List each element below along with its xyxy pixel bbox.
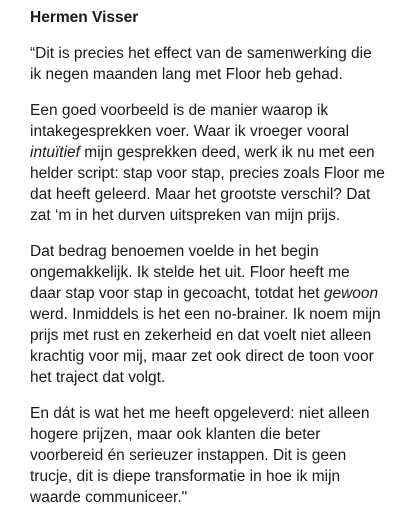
- quote-line: [30, 262, 392, 283]
- quote-line: [30, 142, 392, 163]
- quote-body: [30, 43, 392, 508]
- quote-line: [30, 466, 392, 487]
- quote-text: zat ‘m in het durven uitspreken van mijn prijs.: [30, 207, 341, 224]
- quote-paragraph: [30, 43, 392, 85]
- quote-line: [30, 121, 392, 142]
- quote-text: mijn gesprekken deed, werk ik nu met een: [79, 144, 375, 161]
- quote-text: Een goed voorbeeld is de manier waarop ik: [30, 102, 329, 119]
- quote-text: ongemakkelijk. Ik stelde het uit. Floor heeft me: [30, 264, 350, 281]
- quote-paragraph: [30, 241, 392, 388]
- quote-text: voorbereid én serieuzer instappen. Dit is geen: [30, 447, 347, 464]
- quote-text: dat heeft geleerd. Maar het grootste verschil? Dat: [30, 186, 371, 203]
- quote-text: krachtig voor mij, maar zet ook direct de toon voor: [30, 348, 374, 365]
- quote-paragraph: [30, 403, 392, 508]
- quote-line: [30, 43, 392, 64]
- quote-line: [30, 487, 392, 508]
- quote-line: [30, 205, 392, 226]
- quote-line: [30, 367, 392, 388]
- quote-line: [30, 346, 392, 367]
- quote-text: “Dit is precies het effect van de samenwerking die: [30, 45, 372, 62]
- quote-text: ik negen maanden lang met Floor heb gehad.: [30, 66, 343, 83]
- quote-line: [30, 100, 392, 121]
- quote-line: [30, 424, 392, 445]
- quote-text: prijs met rust en zekerheid en dat voelt niet alleen: [30, 327, 372, 344]
- quote-text: hogere prijzen, maar ook klanten die beter: [30, 426, 321, 443]
- emphasized-word: intuïtief: [30, 144, 80, 161]
- quote-line: [30, 241, 392, 262]
- quote-line: [30, 325, 392, 346]
- author-name: Hermen Visser: [30, 9, 139, 26]
- quote-line: [30, 403, 392, 424]
- quote-line: [30, 304, 392, 325]
- quote-text: intakegesprekken voer. Waar ik vroeger vooral: [30, 123, 350, 140]
- quote-line: [30, 163, 392, 184]
- quote-line: [30, 184, 392, 205]
- quote-line: [30, 64, 392, 85]
- quote-text: Dat bedrag benoemen voelde in het begin: [30, 243, 319, 260]
- quote-text: het traject dat volgt.: [30, 369, 166, 386]
- quote-text: En dát is wat het me heeft opgeleverd: niet alleen: [30, 405, 370, 422]
- quote-text: werd. Inmiddels is het een no-brainer. Ik noem mijn: [30, 306, 381, 323]
- quote-text: trucje, dit is diepe transformatie in hoe ik mijn: [30, 468, 341, 485]
- quote-line: [30, 445, 392, 466]
- quote-text: helder script: stap voor stap, precies zoals Floor me: [30, 165, 385, 182]
- quote-text: daar stap voor stap in gecoacht, totdat het: [30, 285, 324, 302]
- quote-paragraph: [30, 100, 392, 226]
- emphasized-word: gewoon: [323, 285, 379, 302]
- testimonial-page: [30, 7, 392, 523]
- quote-line: [30, 283, 392, 304]
- quote-text: waarde communiceer.": [30, 489, 188, 506]
